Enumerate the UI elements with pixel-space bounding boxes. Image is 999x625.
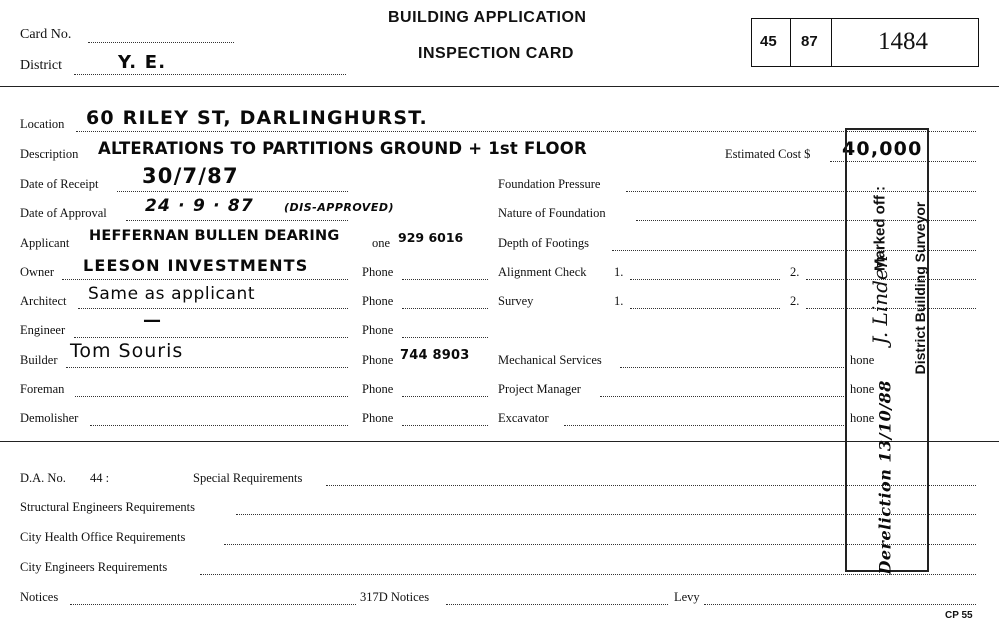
architect-field[interactable] bbox=[78, 308, 348, 309]
project-manager-phone-label: hone bbox=[850, 382, 875, 396]
date-approval-label: Date of Approval bbox=[20, 206, 107, 220]
ref-box-cell-2: 87 bbox=[801, 33, 818, 50]
form-code: CP 55 bbox=[945, 610, 973, 621]
alignment-check-1: 1. bbox=[614, 265, 624, 279]
builder-phone-label: Phone bbox=[362, 353, 394, 367]
card-no-field[interactable] bbox=[88, 42, 234, 43]
notices-label: Notices bbox=[20, 590, 59, 604]
date-approval-note: (DIS-APPROVED) bbox=[284, 201, 394, 214]
structural-requirements-label: Structural Engineers Requirements bbox=[20, 500, 195, 514]
date-approval-value: 24 · 9 · 87 bbox=[145, 196, 254, 216]
location-field[interactable] bbox=[76, 131, 976, 132]
applicant-value: HEFFERNAN BULLEN DEARING bbox=[89, 228, 340, 244]
mechanical-services-field[interactable] bbox=[620, 367, 844, 368]
foreman-label: Foreman bbox=[20, 382, 65, 396]
architect-phone-field[interactable] bbox=[402, 308, 488, 309]
builder-label: Builder bbox=[20, 353, 58, 367]
engineer-field[interactable] bbox=[74, 337, 348, 338]
survey-field-1[interactable] bbox=[630, 308, 780, 309]
levy-label: Levy bbox=[674, 590, 700, 604]
title-line-1: BUILDING APPLICATION bbox=[388, 9, 587, 26]
date-receipt-label: Date of Receipt bbox=[20, 177, 99, 191]
excavator-field[interactable] bbox=[564, 425, 844, 426]
builder-field[interactable] bbox=[66, 367, 348, 368]
description-value: ALTERATIONS TO PARTITIONS GROUND + 1st FLOOR bbox=[98, 139, 587, 158]
district-value: Y. E. bbox=[118, 52, 167, 73]
excavator-label: Excavator bbox=[498, 411, 549, 425]
owner-field[interactable] bbox=[62, 279, 348, 280]
alignment-check-2: 2. bbox=[790, 265, 800, 279]
district-label: District bbox=[20, 58, 62, 73]
foreman-phone-field[interactable] bbox=[402, 396, 488, 397]
architect-value: Same as applicant bbox=[88, 284, 256, 304]
mechanical-phone-label: hone bbox=[850, 353, 875, 367]
demolisher-label: Demolisher bbox=[20, 411, 79, 425]
project-manager-label: Project Manager bbox=[498, 382, 581, 396]
stamp-signature: J. Linden bbox=[868, 255, 892, 345]
project-manager-field[interactable] bbox=[600, 396, 844, 397]
title-line-2: INSPECTION CARD bbox=[418, 45, 574, 62]
description-label: Description bbox=[20, 147, 79, 161]
engineers-requirements-field[interactable] bbox=[200, 574, 976, 575]
notices-317d-field[interactable] bbox=[446, 604, 668, 605]
owner-phone-label: Phone bbox=[362, 265, 394, 279]
owner-phone-field[interactable] bbox=[402, 279, 488, 280]
excavator-phone-label: hone bbox=[850, 411, 875, 425]
applicant-phone: 929 6016 bbox=[398, 230, 464, 245]
engineer-phone-field[interactable] bbox=[402, 337, 488, 338]
applicant-phone-label: one bbox=[372, 236, 391, 250]
owner-value: LEESON INVESTMENTS bbox=[83, 256, 309, 275]
foreman-field[interactable] bbox=[75, 396, 348, 397]
handwritten-side-note: Dereliction 13/10/88 bbox=[875, 380, 895, 575]
ref-box-cell-1: 45 bbox=[760, 33, 777, 50]
ref-box bbox=[751, 18, 979, 67]
survey-label: Survey bbox=[498, 294, 534, 308]
da-no-label: D.A. No. bbox=[20, 471, 66, 485]
location-value: 60 RILEY ST, DARLINGHURST. bbox=[86, 107, 428, 129]
engineer-phone-label: Phone bbox=[362, 323, 394, 337]
alignment-check-field-1[interactable] bbox=[630, 279, 780, 280]
demolisher-phone-field[interactable] bbox=[402, 425, 488, 426]
applicant-label: Applicant bbox=[20, 236, 70, 250]
stamp-district-surveyor: District Building Surveyor bbox=[912, 201, 928, 375]
nature-foundation-label: Nature of Foundation bbox=[498, 206, 606, 220]
ref-box-cell-3: 1484 bbox=[878, 28, 928, 55]
builder-value: Tom Souris bbox=[70, 340, 184, 362]
special-requirements-label: Special Requirements bbox=[193, 471, 303, 485]
builder-phone: 744 8903 bbox=[400, 348, 470, 363]
owner-label: Owner bbox=[20, 265, 55, 279]
foreman-phone-label: Phone bbox=[362, 382, 394, 396]
date-receipt-value: 30/7/87 bbox=[142, 164, 239, 188]
demolisher-phone-label: Phone bbox=[362, 411, 394, 425]
date-receipt-field[interactable] bbox=[117, 191, 348, 192]
architect-phone-label: Phone bbox=[362, 294, 394, 308]
architect-label: Architect bbox=[20, 294, 67, 308]
engineers-requirements-label: City Engineers Requirements bbox=[20, 560, 168, 574]
foundation-pressure-label: Foundation Pressure bbox=[498, 177, 601, 191]
survey-2: 2. bbox=[790, 294, 800, 308]
alignment-check-label: Alignment Check bbox=[498, 265, 587, 279]
engineer-label: Engineer bbox=[20, 323, 66, 337]
demolisher-field[interactable] bbox=[90, 425, 348, 426]
da-no-value: 44 : bbox=[90, 471, 110, 485]
health-requirements-label: City Health Office Requirements bbox=[20, 530, 186, 544]
engineer-value: — bbox=[143, 310, 163, 331]
notices-field[interactable] bbox=[70, 604, 356, 605]
notices-317d-label: 317D Notices bbox=[360, 590, 430, 604]
levy-field[interactable] bbox=[704, 604, 976, 605]
depth-footings-label: Depth of Footings bbox=[498, 236, 589, 250]
date-approval-field[interactable] bbox=[126, 220, 348, 221]
stamp-marked-off: Marked off : bbox=[871, 186, 889, 272]
estimated-cost-label: Estimated Cost $ bbox=[725, 147, 811, 161]
location-label: Location bbox=[20, 117, 65, 131]
survey-1: 1. bbox=[614, 294, 624, 308]
district-field[interactable] bbox=[74, 74, 346, 75]
estimated-cost-value: 40,000 bbox=[842, 138, 923, 160]
top-divider bbox=[0, 86, 999, 87]
card-no-label: Card No. bbox=[20, 27, 72, 42]
mechanical-services-label: Mechanical Services bbox=[498, 353, 602, 367]
